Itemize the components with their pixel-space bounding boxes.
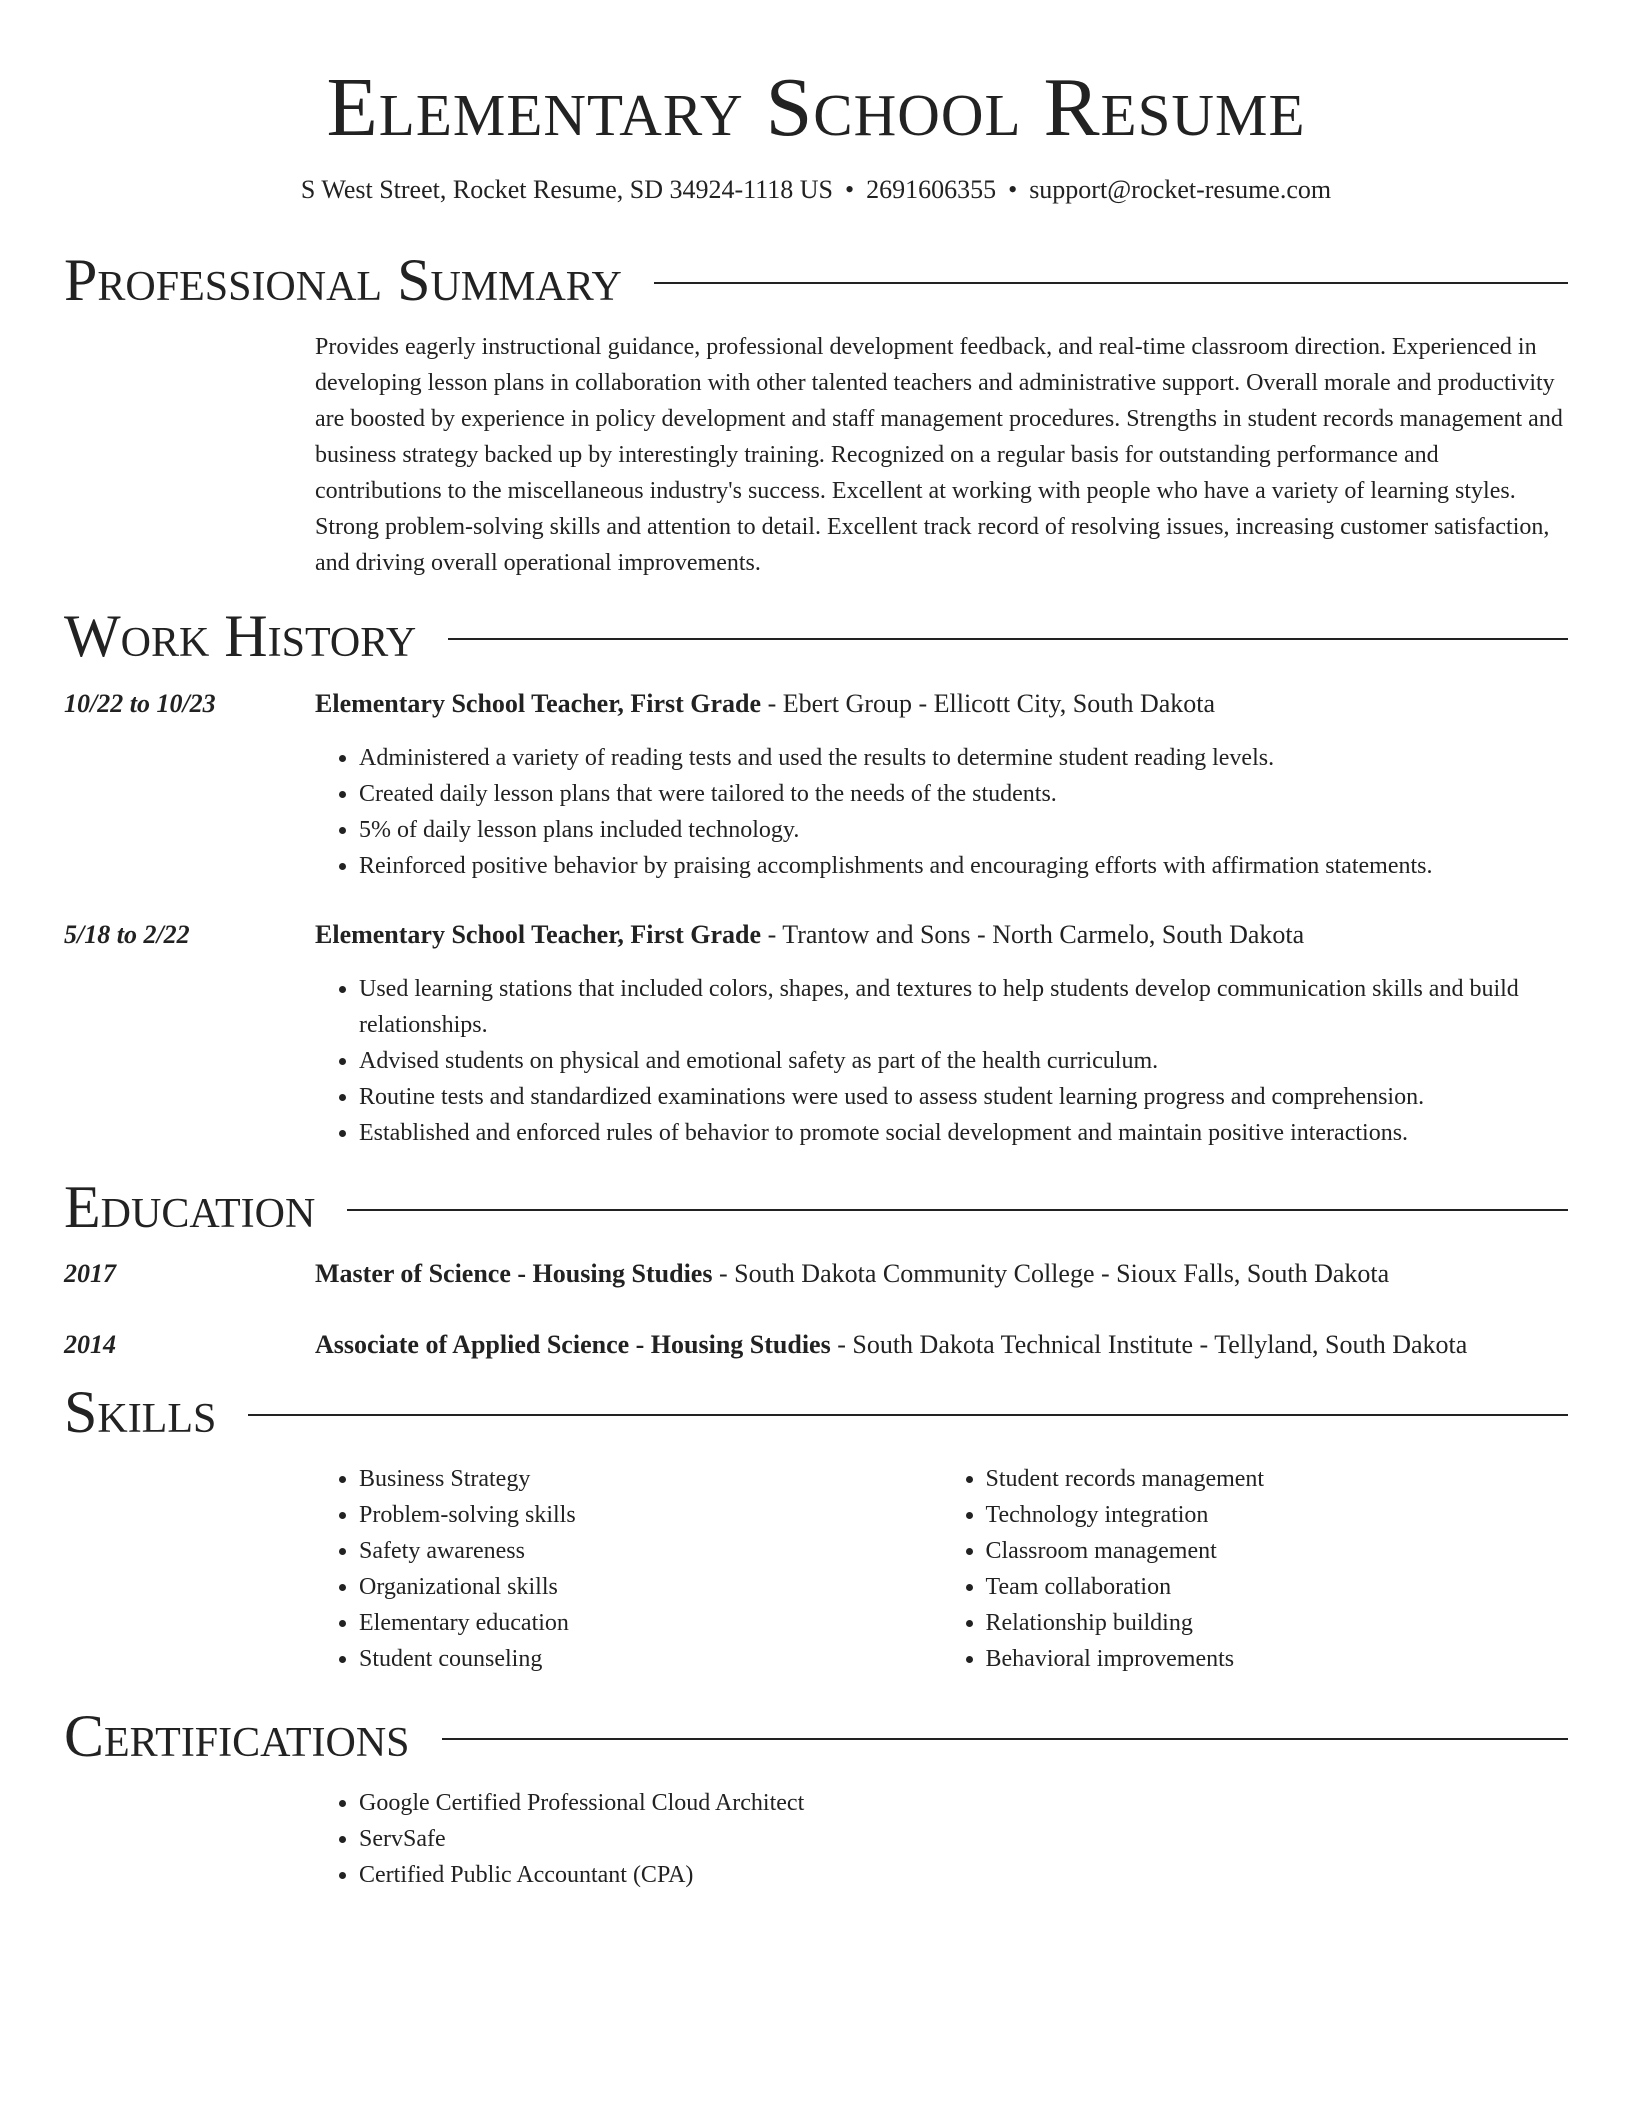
list-item: • Safety awareness bbox=[359, 1533, 942, 1569]
phone: 2691606355 bbox=[866, 175, 997, 204]
section-title: Education bbox=[64, 1174, 316, 1240]
job-bullets bbox=[315, 971, 1568, 1151]
list-item: • Relationship building bbox=[986, 1605, 1569, 1641]
resume-title: Elementary School Resume bbox=[326, 61, 1306, 154]
list-item: • Created daily lesson plans that were tailored to the needs of the students. bbox=[359, 776, 1568, 812]
job-role: Elementary School Teacher, First Grade bbox=[315, 689, 762, 718]
skills-columns bbox=[315, 1461, 1568, 1677]
job-title-line bbox=[315, 917, 1304, 953]
separator: • bbox=[844, 175, 855, 204]
job-entry bbox=[64, 686, 1568, 884]
list-item: • Behavioral improvements bbox=[986, 1641, 1569, 1677]
summary-text: Provides eagerly instructional guidance, professional development feedback, and real-time classroom direction. Experienced in developing lesson plans in collaboration with other talented teachers and administrative support. Overall morale and productivity are boosted by experience in policy development and staff management procedures. Strengths in student records management and business strategy backed up by interestingly training. Recognized on a regular basis for outstanding performance and contributions to the miscellaneous industry's success. Excellent at working with people who have a variety of learning styles. Strong problem-solving skills and attention to detail. Excellent track record of resolving issues, increasing customer satisfaction, and driving overall operational improvements. bbox=[315, 334, 1563, 576]
education-year: 2014 bbox=[64, 1330, 116, 1359]
address: S West Street, Rocket Resume, SD 34924-1118 US bbox=[300, 175, 833, 204]
list-item: • Routine tests and standardized examinations were used to assess student learning progress and comprehension. bbox=[359, 1079, 1568, 1115]
section-divider bbox=[442, 1738, 1568, 1740]
education-entry bbox=[64, 1327, 1568, 1363]
list-item: • 5% of daily lesson plans included technology. bbox=[359, 812, 1568, 848]
job-dates: 10/22 to 10/23 bbox=[64, 689, 216, 718]
job-entry bbox=[64, 917, 1568, 1151]
section-header bbox=[64, 1704, 1568, 1768]
education-entry bbox=[64, 1256, 1568, 1292]
job-employer: - Trantow and Sons - North Carmelo, South Dakota bbox=[761, 920, 1305, 949]
job-details bbox=[315, 971, 1568, 1151]
section-header bbox=[64, 1175, 1568, 1239]
section-title: Certifications bbox=[64, 1703, 410, 1769]
separator: • bbox=[1008, 175, 1018, 204]
section-divider bbox=[248, 1414, 1568, 1416]
certifications-section bbox=[64, 1704, 1568, 1893]
section-title: Skills bbox=[64, 1379, 217, 1445]
skills-list-right bbox=[942, 1461, 1569, 1677]
email: support@rocket-resume.com bbox=[1029, 175, 1332, 204]
certifications-body bbox=[315, 1785, 1568, 1893]
summary-body bbox=[315, 329, 1568, 581]
skills-list-left bbox=[315, 1461, 942, 1677]
section-header bbox=[64, 248, 1568, 312]
section-title: Professional Summary bbox=[64, 247, 622, 313]
list-item: • Google Certified Professional Cloud Architect bbox=[359, 1785, 1568, 1821]
education-degree: Associate of Applied Science - Housing Studies bbox=[315, 1330, 831, 1359]
education-line bbox=[315, 1327, 1467, 1363]
job-bullets bbox=[315, 740, 1568, 884]
list-item: • Administered a variety of reading tests and used the results to determine student reading levels. bbox=[359, 740, 1568, 776]
skills-section bbox=[64, 1380, 1568, 1677]
section-header bbox=[64, 604, 1568, 668]
list-item: • Elementary education bbox=[359, 1605, 942, 1641]
list-item: • Student counseling bbox=[359, 1641, 942, 1677]
section-divider bbox=[654, 282, 1568, 284]
list-item: • Certified Public Accountant (CPA) bbox=[359, 1857, 1568, 1893]
job-title-line bbox=[315, 686, 1215, 722]
list-item: • Student records management bbox=[986, 1461, 1569, 1497]
education-year: 2017 bbox=[64, 1259, 116, 1288]
job-role: Elementary School Teacher, First Grade bbox=[315, 920, 762, 949]
education-section bbox=[64, 1175, 1568, 1363]
education-school: - South Dakota Technical Institute - Tellyland, South Dakota bbox=[830, 1330, 1468, 1359]
list-item: • Team collaboration bbox=[986, 1569, 1569, 1605]
section-title: Work History bbox=[64, 603, 417, 669]
education-line bbox=[315, 1256, 1389, 1292]
job-header bbox=[64, 917, 1568, 953]
resume-page bbox=[64, 0, 1568, 1893]
certifications-list bbox=[315, 1785, 1568, 1893]
contact-line bbox=[64, 172, 1568, 208]
list-item: • Classroom management bbox=[986, 1533, 1569, 1569]
job-header bbox=[64, 686, 1568, 722]
list-item: • Reinforced positive behavior by praising accomplishments and encouraging efforts with affirmation statements. bbox=[359, 848, 1568, 884]
section-divider bbox=[347, 1209, 1568, 1211]
list-item: • Technology integration bbox=[986, 1497, 1569, 1533]
education-degree: Master of Science - Housing Studies bbox=[315, 1259, 713, 1288]
section-divider bbox=[448, 638, 1568, 640]
work-history-section bbox=[64, 604, 1568, 1151]
list-item: • Used learning stations that included colors, shapes, and textures to help students develop communication skills and build relationships. bbox=[359, 971, 1568, 1043]
list-item: • Advised students on physical and emotional safety as part of the health curriculum. bbox=[359, 1043, 1568, 1079]
job-employer: - Ebert Group - Ellicott City, South Dakota bbox=[761, 689, 1216, 718]
job-details bbox=[315, 740, 1568, 884]
job-dates: 5/18 to 2/22 bbox=[64, 920, 190, 949]
list-item: • Organizational skills bbox=[359, 1569, 942, 1605]
summary-section bbox=[64, 248, 1568, 581]
list-item: • Problem-solving skills bbox=[359, 1497, 942, 1533]
list-item: • ServSafe bbox=[359, 1821, 1568, 1857]
list-item: • Established and enforced rules of behavior to promote social development and maintain positive interactions. bbox=[359, 1115, 1568, 1151]
list-item: • Business Strategy bbox=[359, 1461, 942, 1497]
section-header bbox=[64, 1380, 1568, 1444]
education-school: - South Dakota Community College - Sioux Falls, South Dakota bbox=[712, 1259, 1390, 1288]
